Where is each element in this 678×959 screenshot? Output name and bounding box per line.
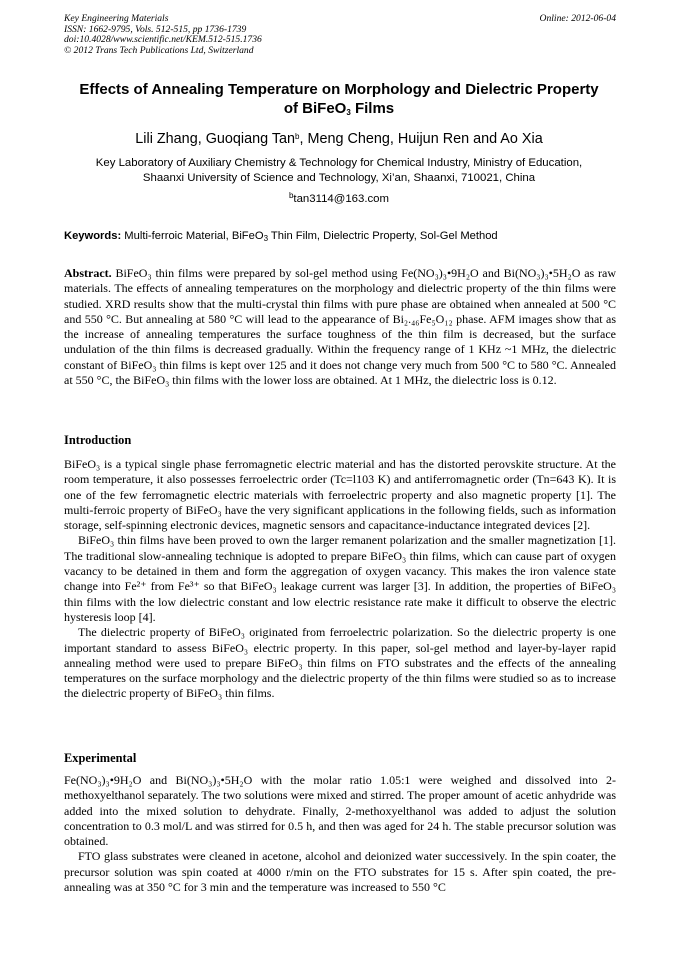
intro-paragraph-1: BiFeO₃ is a typical single phase ferromagnetic electric material and has the distorted perovskite structure. At the room temperature, it also possesses ferroelectric order (Tc=l103 K) and antiferromagnetic order (Tn=643 K). It is one of the few ferromagnetic electric materials with ferroelectric property and also magnetic property [1]. The multi-ferroic property of BiFeO₃ have the very significant applications in the following fields, such as information storage, self-spinning electronic devices, magnetic sensors and capacitance-inductance integrated devices [2]. [64,457,616,533]
author-superscript: b [295,132,300,141]
abstract [64,266,616,388]
title-text: of BiFeO [283,100,347,117]
title-text-end: Films [350,100,395,117]
issn-line: ISSN: 1662-9795, Vols. 512-515, pp 1736-1739 [64,23,247,35]
keywords-subscript: 3 [263,234,269,243]
intro-paragraph-3: The dielectric property of BiFeO₃ originated from ferroelectric polarization. So the dielectric property is one important standard to assess BiFeO₃ electric property. In this paper, sol-gel method and layer-by-layer rapid annealing method were used to prepare BiFeO₃ thin films on FTO substrates and the effects of the annealing temperatures on the surface morphology and the dielectric property of the thin films were studied so as to increase the dielectric property of BiFeO₃ thin films. [64,625,616,701]
affiliation-line-2: Shaanxi University of Science and Technology, Xi’an, Shaanxi, 710021, China [142,172,536,184]
authors-part-1: Lili Zhang, Guoqiang Tan [135,131,296,147]
title-subscript: 3 [346,108,351,117]
online-date: Online: 2012-06-04 [539,13,616,24]
doi-line: doi:10.4028/www.scientific.net/KEM.512-515.1736 [64,34,262,46]
experimental-section [64,773,616,895]
keywords-text-2: Thin Film, Dielectric Property, Sol-Gel Method [268,230,498,242]
author-email [58,192,620,207]
title-line-2 [58,99,620,118]
copyright-line: © 2012 Trans Tech Publications Ltd, Switzerland [64,44,254,56]
authors-part-2: , Meng Cheng, Huijun Ren and Ao Xia [299,131,543,147]
journal-name: Key Engineering Materials [64,13,169,24]
introduction-section [64,457,616,702]
introduction-heading: Introduction [64,433,132,447]
keywords-text-1: Multi-ferroic Material, BiFeO [121,230,264,242]
email-superscript: b [288,191,294,200]
exp-paragraph-2: FTO glass substrates were cleaned in acetone, alcohol and deionized water successively. In the spin coater, the precursor solution was spin coated at 4000 r/min on the FTO substrates for 15 s. After spin coated, the pre-annealing was at 350 °C for 3 min and the temperature was increased to 550 °C [64,849,616,895]
abstract-label: Abstract. [64,266,112,280]
keywords-label: Keywords: [64,230,122,242]
author-list [58,130,620,148]
email-text: tan3114@163.com [293,193,390,205]
experimental-heading: Experimental [64,751,137,765]
journal-header [64,14,616,56]
affiliation [58,156,620,186]
intro-paragraph-2: BiFeO₃ thin films have been proved to own the larger remanent polarization and the smaller magnetization [1]. The traditional slow-annealing technique is adopted to prepare BiFeO₃ thin films, which can cause part of oxygen vacancy to be detained in them and form the aggregation of oxygen vacancy. This makes the iron valence state change into Fe²⁺ from Fe³⁺ so that BiFeO₃ leakage current was larger [3]. In addition, the properties of BiFeO₃ thin films with the low dielectric constant and low electric resistance rate make it difficult to observe the electric hysteresis loop [4]. [64,533,616,624]
paper-title [58,80,620,118]
keywords [64,229,616,244]
abstract-text: BiFeO₃ thin films were prepared by sol-gel method using Fe(NO₃)₃•9H₂O and Bi(NO₃)₃•5H₂O as raw materials. The effects of annealing temperatures on the morphology and dielectric property of the thin films were studied. XRD results show that the multi-crystal thin films with pure phase are obtained when annealed at 500 °C and 550 °C. But annealing at 580 °C will lead to the appearance of Bi₂.₄₆Fe₅O₁₂ phase. AFM images show that as the increase of annealing temperatures the surface toughness of the thin film is decreased, but the surface undulation of the thin films is decreased gradually. Within the frequency range of 1 KHz ~1 MHz, the dielectric constant of BiFeO₃ thin films is kept over 125 and it does not change very much from 500 °C to 580 °C. Annealed at 550 °C, the BiFeO₃ thin films with the lower loss are obtained. At 1 MHz, the dielectric loss is 0.12. [64,266,616,388]
title-line-1: Effects of Annealing Temperature on Morphology and Dielectric Property [79,81,599,98]
affiliation-line-1: Key Laboratory of Auxiliary Chemistry & Technology for Chemical Industry, Ministry of Education, [95,157,583,169]
exp-paragraph-1: Fe(NO₃)₃•9H₂O and Bi(NO₃)₃•5H₂O with the molar ratio 1.05:1 were weighed and dissolved into 2-methoxyelthanol separately. The two solutions were mixed and stirred. The proper amount of acetic anhydride was added into the mixed solution to dehydrate. Finally, 2-methoxyelthanol was added to adjust the solution concentration to 0.3 mol/L and was stirred for 0.5 h, and then was aged for 24 h. The stable precursor solution was obtained. [64,773,616,849]
